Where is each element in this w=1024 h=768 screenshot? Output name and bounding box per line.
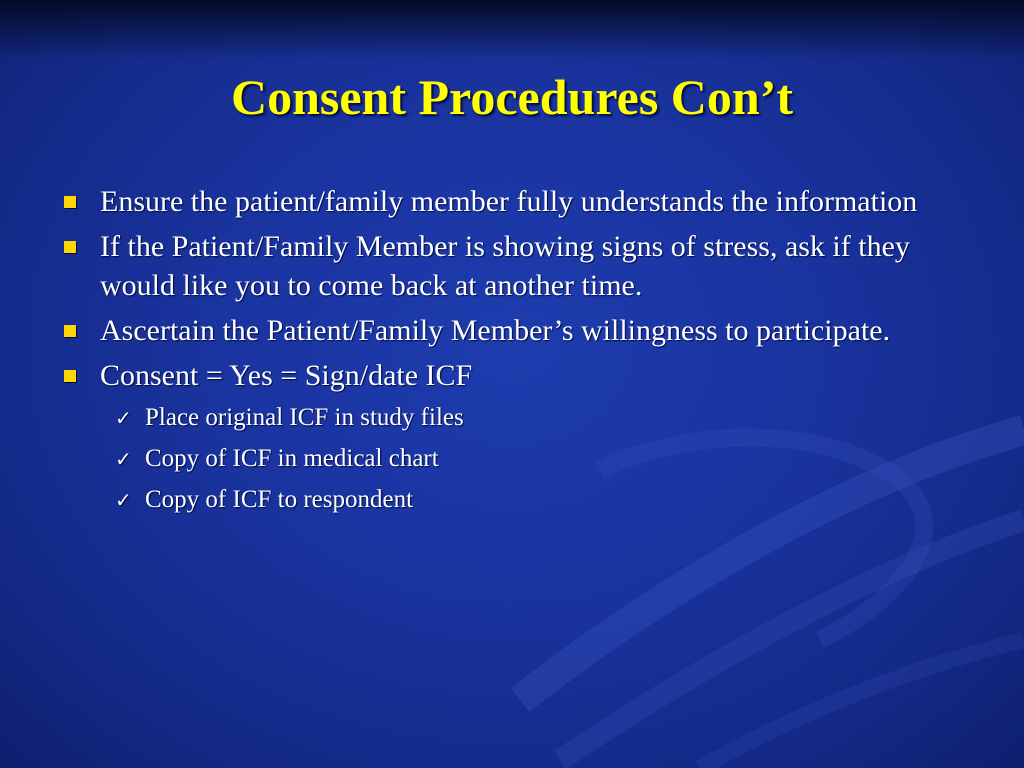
bullet-text: Ascertain the Patient/Family Member’s willingness to participate.	[100, 314, 891, 347]
sub-bullet-item	[60, 401, 960, 435]
bullet-text: Consent = Yes = Sign/date ICF	[100, 359, 473, 392]
sub-bullet-item	[60, 483, 960, 517]
sub-bullet-text: Place original ICF in study files	[145, 404, 464, 431]
slide-content	[60, 182, 960, 524]
checkmark-icon: ✓	[115, 447, 132, 471]
checkmark-icon: ✓	[115, 488, 132, 512]
square-bullet-icon	[64, 325, 76, 337]
square-bullet-icon	[64, 241, 76, 253]
bullet-text: Ensure the patient/family member fully understands the information	[100, 185, 918, 218]
checkmark-icon: ✓	[115, 406, 132, 430]
sub-bullet-item	[60, 442, 960, 476]
bullet-item	[60, 182, 960, 221]
bullet-item	[60, 311, 960, 350]
sub-bullet-text: Copy of ICF to respondent	[145, 486, 414, 513]
bullet-item	[60, 356, 960, 395]
square-bullet-icon	[64, 370, 76, 382]
sub-bullet-text: Copy of ICF in medical chart	[145, 445, 439, 472]
square-bullet-icon	[64, 196, 76, 208]
bullet-item	[60, 227, 960, 305]
slide-title: Consent Procedures Con’t	[230, 69, 793, 125]
bullet-text: If the Patient/Family Member is showing signs of stress, ask if they would like you to come back at another time.	[100, 230, 910, 302]
